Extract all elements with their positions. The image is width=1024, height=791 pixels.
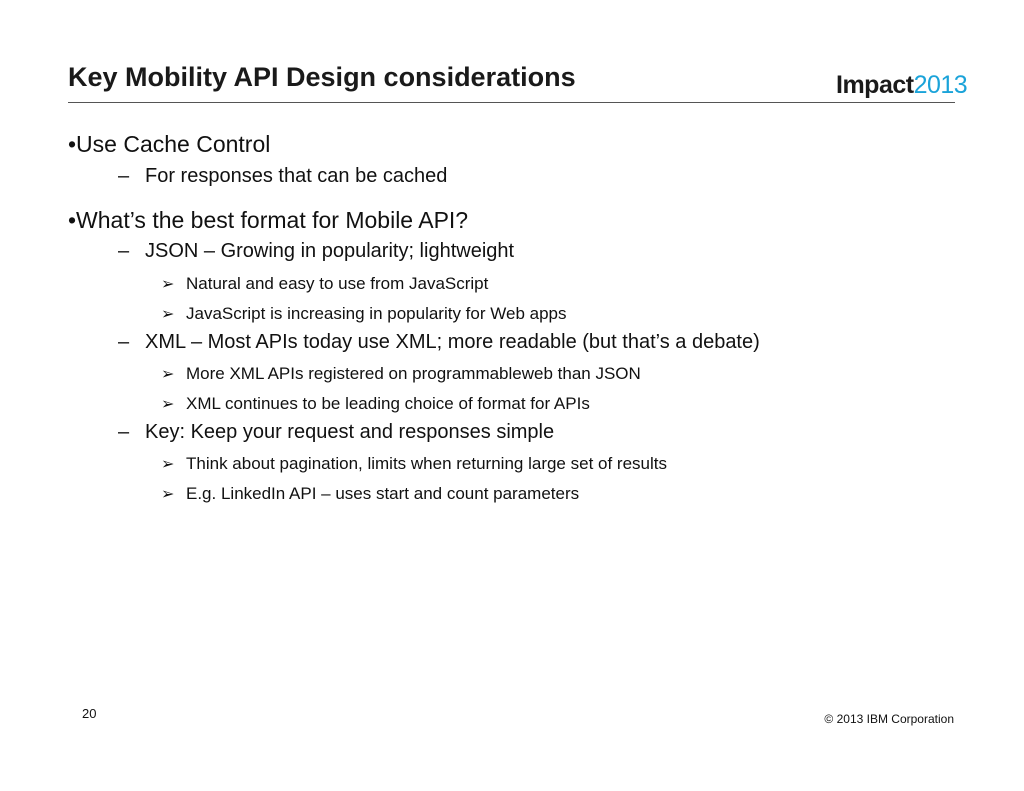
bullet-text: More XML APIs registered on programmableweb than JSON bbox=[186, 364, 641, 383]
bullet-level3 bbox=[161, 454, 667, 474]
copyright-notice: © 2013 IBM Corporation bbox=[824, 712, 954, 726]
impact-2013-logo bbox=[836, 71, 967, 100]
bullet-level1 bbox=[68, 131, 270, 158]
dash-icon: – bbox=[118, 240, 130, 262]
arrow-bullet-icon: ➢ bbox=[161, 456, 175, 473]
bullet-level2 bbox=[118, 421, 554, 444]
arrow-bullet-icon: ➢ bbox=[161, 486, 175, 503]
bullet-level3 bbox=[161, 274, 488, 294]
bullet-level1 bbox=[68, 207, 468, 234]
bullet-text: Think about pagination, limits when returning large set of results bbox=[186, 454, 667, 473]
bullet-level2 bbox=[118, 331, 760, 354]
arrow-bullet-icon: ➢ bbox=[161, 366, 175, 383]
logo-word: Impact bbox=[836, 71, 914, 99]
bullet-level2 bbox=[118, 165, 447, 188]
arrow-bullet-icon: ➢ bbox=[161, 306, 175, 323]
bullet-text: Key: Keep your request and responses simple bbox=[145, 421, 555, 443]
arrow-bullet-icon: ➢ bbox=[161, 396, 175, 413]
bullet-text: Natural and easy to use from JavaScript bbox=[186, 274, 489, 293]
bullet-text: XML continues to be leading choice of format for APIs bbox=[186, 394, 590, 413]
dash-icon: – bbox=[118, 421, 130, 443]
dash-icon: – bbox=[118, 331, 130, 353]
bullet-text: For responses that can be cached bbox=[145, 165, 448, 187]
dash-icon: – bbox=[118, 165, 130, 187]
page-number: 20 bbox=[82, 706, 97, 721]
logo-year: 2013 bbox=[913, 71, 968, 99]
arrow-bullet-icon: ➢ bbox=[161, 276, 175, 293]
bullet-text: JSON – Growing in popularity; lightweight bbox=[145, 240, 515, 262]
bullet-level3 bbox=[161, 304, 566, 324]
bullet-text: XML – Most APIs today use XML; more readable (but that’s a debate) bbox=[145, 331, 760, 353]
bullet-level3 bbox=[161, 484, 579, 504]
bullet-level3 bbox=[161, 394, 590, 414]
slide-title: Key Mobility API Design considerations bbox=[68, 62, 576, 92]
bullet-level2 bbox=[118, 240, 514, 263]
bullet-text: •What’s the best format for Mobile API? bbox=[68, 207, 469, 233]
bullet-text: JavaScript is increasing in popularity for Web apps bbox=[186, 304, 567, 323]
bullet-text: E.g. LinkedIn API – uses start and count parameters bbox=[186, 484, 580, 503]
title-divider bbox=[68, 102, 955, 103]
bullet-level3 bbox=[161, 364, 641, 384]
bullet-text: •Use Cache Control bbox=[68, 131, 271, 157]
